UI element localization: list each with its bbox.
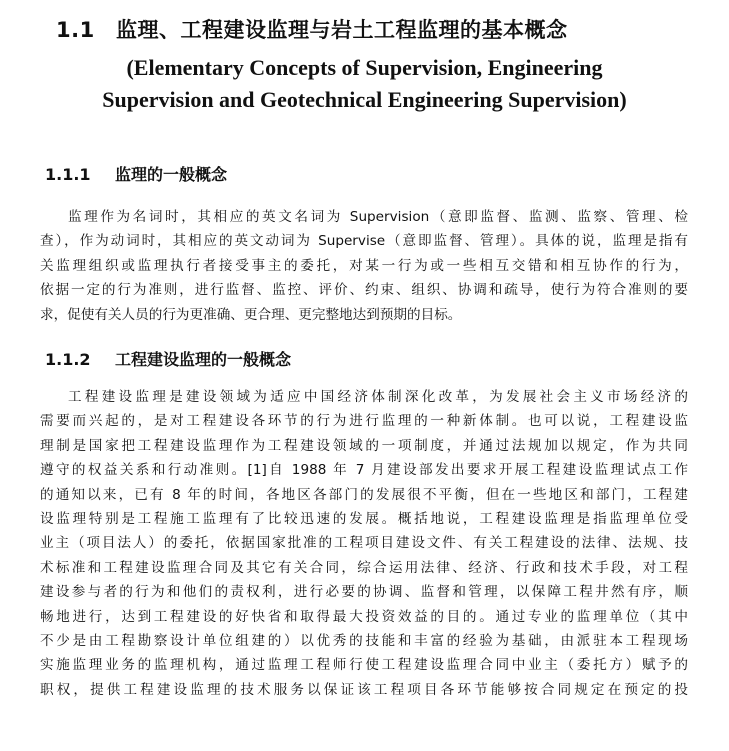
paragraph-line: 理制是国家把工程建设监理作为工程建设领域的一项制度，并通过法规加以规定，作为共同 [40,437,688,454]
section-title: 工程建设监理的一般概念 [115,350,292,369]
heading-number: 1.1 [56,18,95,42]
section-title: 监理的一般概念 [115,165,228,184]
paragraph-line: 实施监理业务的监理机构，通过监理工程师行使工程建设监理合同中业主（委托方）赋予的 [40,657,688,674]
section-heading-1-1-2 [45,347,291,370]
paragraph-line: 工程建设监理是建设领域为适应中国经济体制深化改革，为发展社会主义市场经济的 [68,389,688,405]
paragraph-1-1-1 [40,205,688,327]
chapter-heading-cn [56,14,568,44]
heading-title-cn: 监理、工程建设监理与岩土工程监理的基本概念 [116,18,568,42]
paragraph-line: 监理作为名词时，其相应的英文名词为 Supervision（意即监督、监测、监察、管理、检 [68,209,688,225]
paragraph-line: 不少是由工程勘察设计单位组建的）以优秀的技能和丰富的经验为基础，由派驻本工程现场 [40,632,688,649]
paragraph-line: 畅地进行，达到工程建设的好快省和取得最大投资效益的目的。通过专业的监理单位（其中 [40,608,688,625]
section-number: 1.1.2 [45,350,91,369]
heading-title-en-line1: (Elementary Concepts of Supervision, Engineering [126,55,603,80]
heading-title-en-line2: Supervision and Geotechnical Engineering Supervision) [102,87,627,112]
paragraph-line: 求，促使有关人员的行为更准确、更合理、更完整地达到预期的目标。 [40,306,462,323]
section-heading-1-1-1 [45,162,227,185]
paragraph-line: 业主（项目法人）的委托，依据国家批准的工程项目建设文件、有关工程建设的法律、法规、技 [40,535,688,552]
paragraph-line: 术标准和工程建设监理合同及其它有关合同，综合运用法律、经济、行政和技术手段，对工程 [40,559,688,576]
paragraph-line: 需要而兴起的，是对工程建设各环节的行为进行监理的一种新体制。也可以说，工程建设监 [40,413,688,430]
paragraph-line: 关监理组织或监理执行者接受事主的委托，对某一行为或一些相互交错和相互协作的行为， [40,257,688,274]
paragraph-1-1-2 [40,385,688,702]
paragraph-line: 职权，提供工程建设监理的技术服务以保证该工程项目各环节能够按合同规定在预定的投 [40,681,688,698]
paragraph-line: 遵守的权益关系和行动准则。[1]自 1988 年 7 月建设部发出要求开展工程建设监理试点工作 [40,462,688,479]
paragraph-line: 建设参与者的行为和他们的责权利，进行必要的协调、监督和管理，以保障工程井然有序，顺 [40,584,688,601]
section-number: 1.1.1 [45,165,91,184]
paragraph-line: 的通知以来，已有 8 年的时间，各地区各部门的发展很不平衡，但在一些地区和部门，工程建 [40,486,688,503]
paragraph-line: 依据一定的行为准则，进行监督、监控、评价、约束、组织、协调和疏导，使行为符合准则的要 [40,282,688,299]
paragraph-line: 设监理特别是工程施工监理有了比较迅速的发展。概括地说，工程建设监理是指监理单位受 [40,510,688,527]
paragraph-line: 查），作为动词时，其相应的英文动词为 Supervise（意即监督、管理）。具体的说，监理是指有 [40,233,688,250]
